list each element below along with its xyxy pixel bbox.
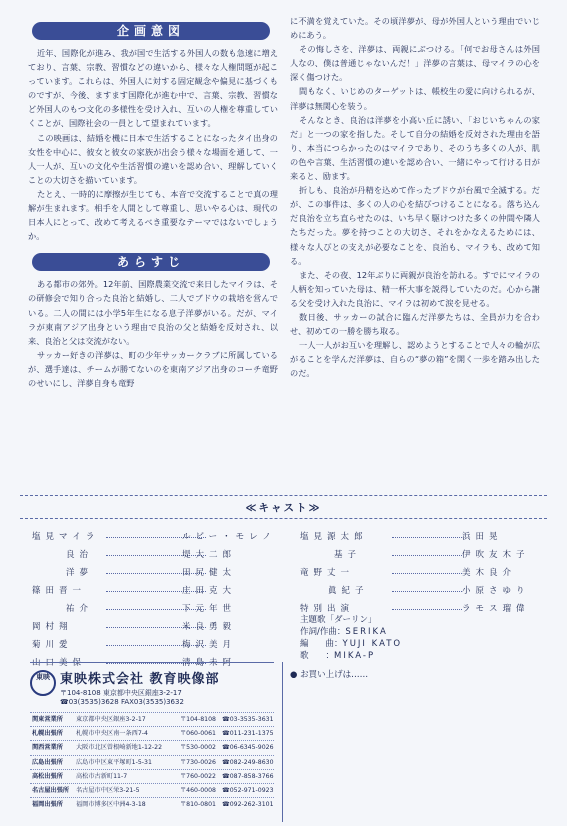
cast-actor: 庄田克大: [182, 586, 237, 596]
cast-role: 基子: [334, 550, 362, 560]
cast-role: 眞紀子: [328, 586, 369, 596]
cast-actor: 米良勇毅: [182, 622, 237, 632]
cast-actor: 堤大二郎: [182, 550, 237, 560]
purchase-label: お買い上げは……: [300, 670, 369, 680]
cast-actor: ラモス瑠偉: [462, 604, 530, 614]
intent-paragraph: たとえ、一時的に摩擦が生じても、本音で交流することで真の理解が生まれます。相手を人間として尊重し、思いやる心は、現代の日本人にとって、改めて考えるべき重要なテーマではないでしょうか。: [28, 188, 278, 242]
theme-credit: 歌 ：MIKA-P: [300, 651, 376, 661]
divider: [20, 495, 547, 496]
cast-row: [300, 564, 550, 582]
intent-body: [28, 46, 278, 243]
office-row: 関東営業所 東京都中央区銀座3-2-17 〒104-8108 ☎03-3535-3631: [30, 712, 274, 726]
bullet-icon: ●: [290, 670, 298, 680]
cast-role: 菊川愛: [32, 640, 73, 650]
cast-row: [300, 546, 550, 564]
toei-logo-icon: 東映: [30, 670, 56, 696]
company-name: 東映株式会社 教育映像部: [60, 672, 220, 687]
office-row: 福岡出張所 福岡市博多区中洲4-3-18 〒810-0801 ☎092-262-3101: [30, 797, 274, 811]
theme-credit: 編 曲：YUJI KATO: [300, 639, 403, 649]
cast-row: [300, 528, 550, 546]
cast-row: [32, 582, 272, 600]
cast-actor: 美木良介: [462, 568, 517, 578]
story-paragraph: そんなとき、良治は洋夢を小高い丘に誘い、「おじいちゃんの家だ」と一つの家を指した。そして自分の結婚を反対された理由を語り、本当につらかったのはマイラであり、そのうち多くの人が、肌の色や言葉、生活習慣の違いを認め合い、一緒にやって行ける日が来ると、励ます。: [290, 114, 540, 182]
story-paragraph: 数日後、サッカーの試合に臨んだ洋夢たちは、全員が力を合わせ、初めての一勝を勝ち取る。: [290, 311, 540, 337]
office-list: [30, 712, 274, 811]
right-column: [290, 14, 540, 380]
company-address: 〒104-8108 東京都中央区銀座3-2-17 ☎03(3535)3628 FAX03(3535)3632: [60, 689, 184, 706]
office-row: 関西営業所 大阪市北区曽根崎新地1-12-22 〒530-0002 ☎06-6345-9026: [30, 740, 274, 754]
office-row: 札幌出張所 札幌市中央区南一条西7-4 〒060-0061 ☎011-231-1375: [30, 726, 274, 740]
cast-role: 特別出演: [300, 604, 355, 614]
cast-role: 洋夢: [66, 568, 94, 578]
cast-role: 山口美保: [32, 658, 87, 668]
synopsis-paragraph: サッカー好きの洋夢は、町の少年サッカークラブに所属しているが、選手達は、チームが勝てないのを東南アジア出身のコーチ竜野のせいにし、洋夢自身も竜野: [28, 349, 278, 388]
cast-role: 塩見源太郎: [300, 532, 368, 542]
theme-song: [300, 614, 402, 662]
cast-actor: 梅沢美月: [182, 640, 237, 650]
cast-actor: 下元年世: [182, 604, 237, 614]
cast-role: 篠田晋一: [32, 586, 87, 596]
cast-title: ≪キャスト≫: [245, 502, 322, 514]
cast-actor: 清島未阿: [182, 658, 237, 668]
cast-row: [300, 582, 550, 600]
cast-row: [32, 564, 272, 582]
cast-role: 塩見マイラ: [32, 532, 100, 542]
story-paragraph: 一人一人がお互いを理解し、認めようとすることで人々の輪が広がることを学んだ洋夢は、自らの“夢の箱”を開く一歩を踏み出したのだ。: [290, 340, 540, 379]
office-row: 高松出張所 高松市古新町11-7 〒760-0022 ☎087-858-3766: [30, 769, 274, 783]
cast-actor: 田尻健太: [182, 568, 237, 578]
cast-actor: 浜田晃: [462, 532, 503, 542]
theme-credit: 作詞/作曲：SERIKA: [300, 627, 388, 637]
left-column: [28, 22, 278, 390]
divider: [20, 518, 547, 519]
synopsis-heading: あらすじ: [32, 253, 270, 271]
synopsis-paragraph: ある都市の郊外。12年前、国際農業交流で来日したマイラは、その研修会で知り合った良治と結婚し、二人でブドウの栽培を営んでいる。二人の間には小学5年生になる息子洋夢がいる。だが、マイラが東南アジア出身という理由で良治の父と結婚を反対され、以来、良治と父は交流がない。: [28, 279, 278, 346]
cast-actor: 小原さゆり: [462, 586, 530, 596]
intent-heading: 企画意図: [32, 22, 270, 40]
story-paragraph: また、その夜、12年ぶりに両親が良治を訪れる。すでにマイラの人柄を知っていた母は、精一杯大事を説得していたのだ。心から謝る父を受け入れた良治に、マイラは初めて涙を見せる。: [290, 269, 540, 308]
purchase-note: [290, 668, 368, 680]
cast-row: [32, 546, 272, 564]
intent-paragraph: 近年、国際化が進み、我が国で生活する外国人の数も急速に増えており、言葉、宗教、習慣などの違いから、様々な人権問題が起こっています。これらは、外国人に対する固定観念や偏見に基づくものですが、今後、ますます国際化が進む中で、言葉、宗教、習慣など外国人のもつ文化の多様性を受け入れ、互いの人権を尊重していくことが、国際社会の一員として望まれています。: [28, 48, 278, 129]
intent-paragraph: この映画は、結婚を機に日本で生活することになったタイ出身の女性を中心に、彼女と彼女の家族が出会う様々な場面を通して、一人一人が、互いの文化や生活習慣の違いを認め合い、理解していくことの大切さを描いています。: [28, 132, 278, 185]
story-paragraph: に不満を覚えていた。その頃洋夢が、母が外国人という理由でいじめにあう。: [290, 16, 540, 41]
cast-role: 良治: [66, 550, 94, 560]
office-row: 名古屋出張所 名古屋市中区栄3-21-5 〒460-0008 ☎052-971-0923: [30, 783, 274, 797]
story-paragraph: 折しも、良治が丹精を込めて作ったブドウが台風で全滅する。だが、この事件は、多くの人の心を結びつけることになる。落ち込んだ良治を立ち直らせたのは、いち早く駆けつけた多くの仲間や隣人たちだった。夢を持つことの大切さ、それをかなえるためには、様々な人びとの支えが必要なことを、良治も、マイラも、改めて知る。: [290, 185, 540, 266]
story-paragraph: 間もなく、いじめのターゲットは、帳校生の愛に向けられるが、洋夢は無関心を装う。: [290, 86, 540, 111]
synopsis-body: [28, 277, 278, 390]
cast-row: [32, 636, 272, 654]
cast-row: [32, 618, 272, 636]
cast-actor: 伊吹友木子: [462, 550, 530, 560]
cast-list-right: [300, 528, 550, 618]
theme-song-label: 主題歌「ダーリン」: [300, 615, 377, 625]
cast-role: 岡村翔: [32, 622, 73, 632]
office-row: 広島出張所 広島市中区東平塚町1-5-31 〒730-0026 ☎082-249-8630: [30, 755, 274, 769]
cast-actor: ルビー・モレノ: [182, 532, 276, 542]
cast-list-left: [32, 528, 276, 672]
cast-role: 竜野丈一: [300, 568, 355, 578]
story-paragraph: その悔しさを、洋夢は、両親にぶつける。「何でお母さんは外国人なの、僕は普通じゃないんだ！」洋夢の言葉は、母マイラの心を深く傷つけた。: [290, 44, 540, 83]
cast-row: [32, 600, 272, 618]
cast-role: 祐介: [66, 604, 94, 614]
footer-vertical-rule: [282, 662, 283, 822]
cast-row: [32, 528, 276, 546]
